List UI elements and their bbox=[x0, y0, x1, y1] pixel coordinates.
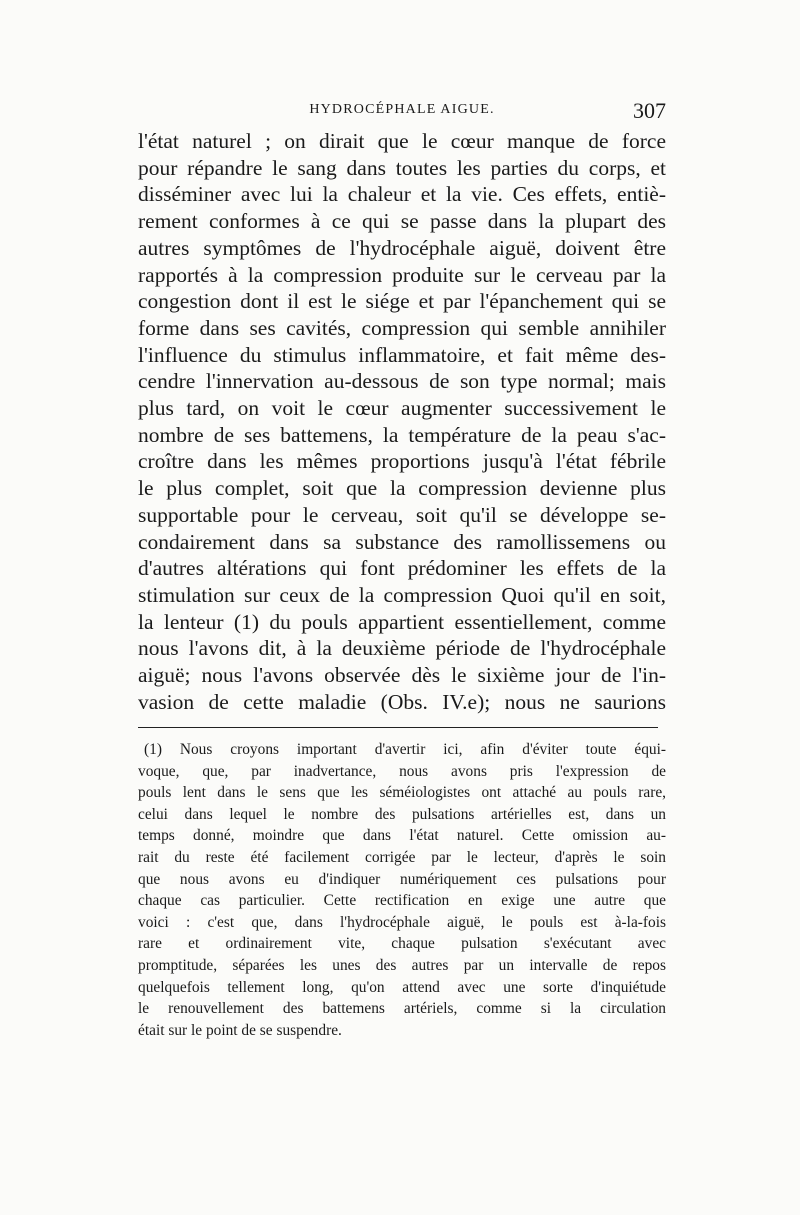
footnote-line: chaque cas particulier. Cette rectification en exige une autre que bbox=[138, 892, 666, 910]
footnote-line: voque, que, par inadvertance, nous avons pris l'expression de bbox=[138, 762, 666, 780]
footnote-line: était sur le point de se suspendre. bbox=[138, 1021, 342, 1039]
body-line: rement conformes à ce qui se passe dans la plupart des bbox=[138, 209, 666, 234]
body-line: pour répandre le sang dans toutes les parties du corps, et bbox=[138, 155, 666, 180]
body-line: le plus complet, soit que la compression devienne plus bbox=[138, 476, 666, 501]
body-line: disséminer avec lui la chaleur et la vie. Ces effets, entiè- bbox=[138, 182, 666, 207]
body-text bbox=[138, 128, 666, 715]
footnote-line: le renouvellement des battemens artériels, comme si la circulation bbox=[138, 1000, 666, 1018]
body-line: autres symptômes de l'hydrocéphale aiguë, doivent être bbox=[138, 235, 666, 260]
body-line: nous l'avons dit, à la deuxième période de l'hydrocéphale bbox=[138, 636, 666, 661]
running-title: HYDROCÉPHALE AIGUE. bbox=[309, 102, 495, 117]
footnote-line: celui dans lequel le nombre des pulsations artérielles est, dans un bbox=[138, 805, 666, 823]
body-line: plus tard, on voit le cœur augmenter successivement le bbox=[138, 396, 666, 421]
page-number: 307 bbox=[633, 98, 666, 123]
body-line: d'autres altérations qui font prédominer les effets de la bbox=[138, 556, 666, 581]
body-line: aiguë; nous l'avons observée dès le sixième jour de l'in- bbox=[138, 663, 666, 688]
body-line: condairement dans sa substance des ramollissemens ou bbox=[138, 529, 666, 554]
footnote-line: promptitude, séparées les unes des autres par un intervalle de repos bbox=[138, 956, 666, 974]
footnote-line: voici : c'est que, dans l'hydrocéphale aiguë, le pouls est à-la-fois bbox=[138, 913, 666, 931]
body-line: la lenteur (1) du pouls appartient essentiellement, comme bbox=[138, 609, 666, 634]
body-line: cendre l'innervation au-dessous de son type normal; mais bbox=[138, 369, 666, 394]
footnote-line: que nous avons eu d'indiquer numériquement ces pulsations pour bbox=[138, 870, 666, 888]
footnote-line: rait du reste été facilement corrigée par le lecteur, d'après le soin bbox=[138, 848, 666, 866]
footnote-line: (1) Nous croyons important d'avertir ici, afin d'éviter toute équi- bbox=[144, 741, 666, 758]
footnote bbox=[138, 739, 666, 1041]
body-line: croître dans les mêmes proportions jusqu'à l'état fébrile bbox=[138, 449, 666, 474]
body-line: nombre de ses battemens, la température de la peau s'ac- bbox=[138, 422, 666, 447]
footnote-line: pouls lent dans le sens que les séméiologistes ont attaché au pouls rare, bbox=[138, 784, 666, 802]
page-header bbox=[138, 98, 666, 122]
footnote-separator-rule bbox=[138, 727, 658, 728]
body-line: forme dans ses cavités, compression qui semble annihiler bbox=[138, 315, 666, 340]
body-line: l'influence du stimulus inflammatoire, et fait même des- bbox=[138, 342, 666, 367]
footnote-line: temps donné, moindre que dans l'état naturel. Cette omission au- bbox=[138, 827, 666, 845]
footnote-line: rare et ordinairement vite, chaque pulsation s'exécutant avec bbox=[138, 935, 666, 953]
body-line: congestion dont il est le siége et par l'épanchement qui se bbox=[138, 289, 666, 314]
body-line: supportable pour le cerveau, soit qu'il se développe se- bbox=[138, 502, 666, 527]
body-line: rapportés à la compression produite sur le cerveau par la bbox=[138, 262, 666, 287]
body-line: l'état naturel ; on dirait que le cœur manque de force bbox=[138, 129, 666, 153]
footnote-line: quelquefois tellement long, qu'on attend avec une sorte d'inquiétude bbox=[138, 978, 666, 996]
body-line: stimulation sur ceux de la compression Quoi qu'il en soit, bbox=[138, 582, 666, 607]
body-line: vasion de cette maladie (Obs. IV.e); nous ne saurions bbox=[138, 689, 666, 714]
